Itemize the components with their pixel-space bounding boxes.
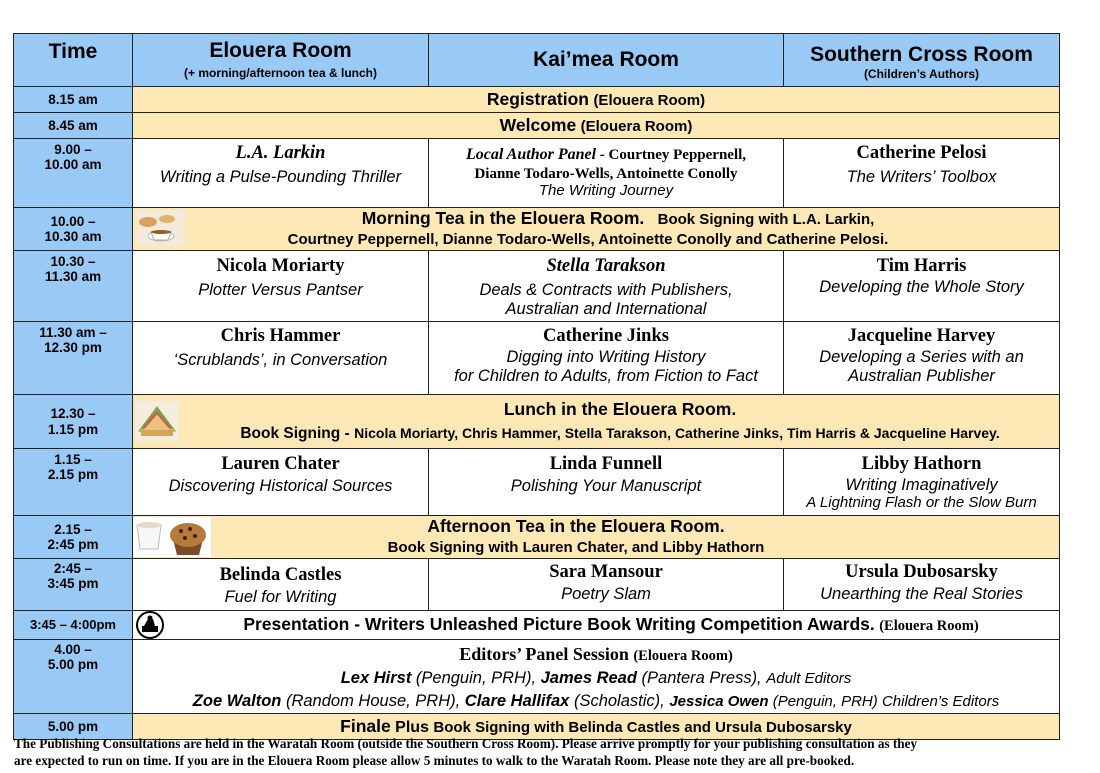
session-cell: Nicola Moriarty Plotter Versus Pantser (133, 251, 429, 322)
session-cell: Libby Hathorn Writing Imaginatively A Lightning Flash or the Slow Burn (784, 449, 1060, 516)
row-afternoon-tea (14, 516, 1060, 559)
row-lunch (14, 395, 1060, 449)
header-kaimea-room: Kai’mea Room (429, 34, 784, 87)
header-southern-cross-room: Southern Cross Room (Children’s Authors) (784, 34, 1060, 87)
schedule-table (13, 33, 1060, 740)
editors-panel-cell: Editors’ Panel Session (Elouera Room) Lex Hirst (Penguin, PRH), James Read (Pantera Press), Adult Editors Zoe Walton (Random House, PRH), Clare Hallifax (Scholastic), Jessica Owen (Penguin, PRH) Children’s Editors (133, 640, 1060, 714)
row-session-3 (14, 322, 1060, 395)
session-cell: Lauren Chater Discovering Historical Sources (133, 449, 429, 516)
time-cell: 2.15 – 2:45 pm (14, 516, 133, 559)
consultation-note: The Publishing Consultations are held in the Waratah Room (outside the Southern Cross Room). Please arrive promptly for your publishing consultation as they are expected to run on time. If you are in the Elouera Room please allow 5 minutes to walk to the Waratah Room. Please note they are all pre-booked. (14, 736, 918, 768)
time-cell: 8.45 am (14, 113, 133, 139)
row-editors-panel (14, 640, 1060, 714)
time-cell: 2:45 – 3:45 pm (14, 559, 133, 611)
time-cell: 5.00 pm (14, 714, 133, 740)
time-cell: 10.00 – 10.30 am (14, 208, 133, 251)
session-cell: Stella Tarakson Deals & Contracts with Publishers, Australian and International (429, 251, 784, 322)
welcome-band: Welcome (Elouera Room) (133, 113, 1060, 139)
header-time: Time (14, 34, 133, 87)
time-cell: 4.00 – 5.00 pm (14, 640, 133, 714)
finale-band: Finale Plus Book Signing with Belinda Castles and Ursula Dubosarsky (133, 714, 1060, 740)
session-cell: Linda Funnell Polishing Your Manuscript (429, 449, 784, 516)
time-cell: 9.00 – 10.00 am (14, 139, 133, 208)
row-session-1 (14, 139, 1060, 208)
session-cell: L.A. Larkin Writing a Pulse-Pounding Thriller (133, 139, 429, 208)
session-cell: Tim Harris Developing the Whole Story (784, 251, 1060, 322)
header-row (14, 34, 1060, 87)
row-presentation (14, 611, 1060, 640)
session-cell: Jacqueline Harvey Developing a Series with an Australian Publisher (784, 322, 1060, 395)
time-cell: 8.15 am (14, 87, 133, 113)
header-elouera-room: Elouera Room (+ morning/afternoon tea & lunch) (133, 34, 429, 87)
row-session-2 (14, 251, 1060, 322)
sandwich-icon (135, 401, 179, 446)
time-cell: 3:45 – 4:00pm (14, 611, 133, 640)
lunch-band: Lunch in the Elouera Room. Book Signing - Nicola Moriarty, Chris Hammer, Stella Tarakson, Catherine Jinks, Tim Harris & Jacqueline Harvey. (133, 395, 1060, 449)
afternoon-tea-band: Afternoon Tea in the Elouera Room. Book Signing with Lauren Chater, and Libby Hathorn (133, 516, 1060, 559)
session-cell: Local Author Panel - Courtney Peppernell, Dianne Todaro-Wells, Antoinette Conolly The Writing Journey (429, 139, 784, 208)
presentation-band: Presentation - Writers Unleashed Picture Book Writing Competition Awards. (Elouera Room) (133, 611, 1060, 640)
session-cell: Chris Hammer ‘Scrublands’, in Conversation (133, 322, 429, 395)
row-morning-tea (14, 208, 1060, 251)
row-session-4 (14, 449, 1060, 516)
row-session-5 (14, 559, 1060, 611)
muffin-tea-icon (133, 517, 211, 559)
registration-band: Registration (Elouera Room) (133, 87, 1060, 113)
award-icon (135, 611, 165, 640)
time-cell: 1.15 – 2.15 pm (14, 449, 133, 516)
session-cell: Ursula Dubosarsky Unearthing the Real Stories (784, 559, 1060, 611)
row-registration (14, 87, 1060, 113)
time-cell: 10.30 – 11.30 am (14, 251, 133, 322)
time-cell: 12.30 – 1.15 pm (14, 395, 133, 449)
session-cell: Catherine Pelosi The Writers’ Toolbox (784, 139, 1060, 208)
session-cell: Sara Mansour Poetry Slam (429, 559, 784, 611)
time-cell: 11.30 am – 12.30 pm (14, 322, 133, 395)
session-cell: Belinda Castles Fuel for Writing (133, 559, 429, 611)
morning-tea-band: Morning Tea in the Elouera Room. Book Signing with L.A. Larkin, Courtney Peppernell, Dianne Todaro-Wells, Antoinette Conolly and Catherine Pelosi. (133, 208, 1060, 251)
row-welcome (14, 113, 1060, 139)
session-cell: Catherine Jinks Digging into Writing History for Children to Adults, from Fiction to Fact (429, 322, 784, 395)
tea-cakes-icon (137, 210, 185, 251)
